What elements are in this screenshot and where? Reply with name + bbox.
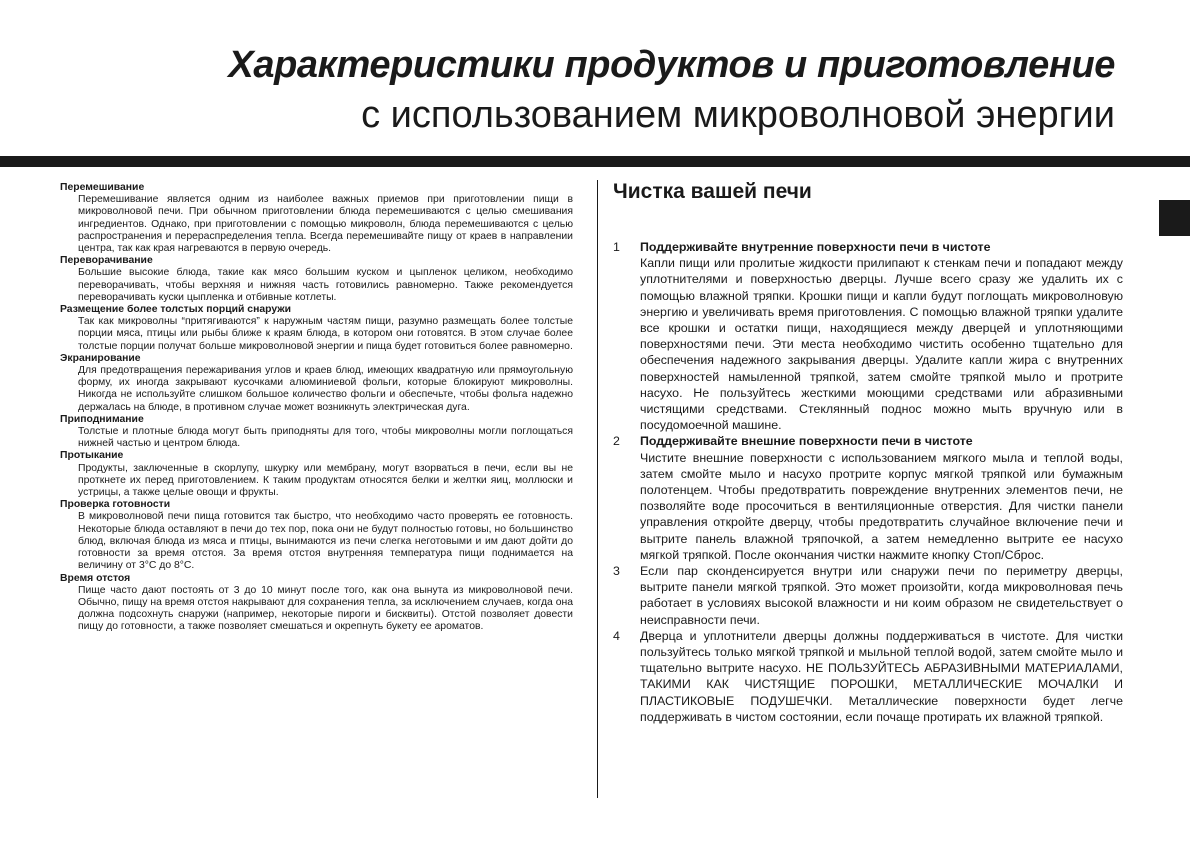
item-number: 4 bbox=[613, 628, 620, 643]
section-heading-piercing: Протыкание bbox=[60, 450, 124, 462]
section-heading-shielding: Экранирование bbox=[60, 352, 141, 364]
item-heading: Поддерживайте внутренние поверхности печи в чистоте bbox=[640, 240, 991, 254]
section-tab-marker bbox=[1159, 200, 1190, 236]
cleaning-item-3 bbox=[613, 563, 1123, 628]
header-rule bbox=[0, 156, 1190, 167]
section-heading-doneness: Проверка готовности bbox=[60, 499, 171, 511]
page-title-line2: с использованием микроволновой энергии bbox=[361, 94, 1115, 136]
column-divider bbox=[597, 180, 598, 798]
item-body: Чистите внешние поверхности с использованием мягкого мыла и теплой воды, затем смойте мыло и насухо протрите корпус мягкой тряпкой или бумажным полотенцем. Чтобы предотвратить повреждение внутренних элементов печи, не позволяйте воде просочиться в вентиляционные отверстия. Для чистки панели управления откройте дверцу, чтобы предотвратить случайное включение печи и вытрите панель влажной тряпочкой, а затем немедленно вытрите ее насухо мягкой тряпкой. После окончания чистки нажмите кнопку Стоп/Сброс. bbox=[640, 450, 1123, 562]
cleaning-item-2 bbox=[613, 433, 1123, 563]
item-heading: Поддерживайте внешние поверхности печи в чистоте bbox=[640, 434, 973, 449]
item-number: 1 bbox=[613, 240, 620, 254]
section-body-shielding: Для предотвращения пережаривания углов и краев блюд, имеющих квадратную или прямоугольную форму, их иногда закрывают кусочками алюминиевой фольги, которые блокируют микроволны. Никогда не используйте слишком большое количество фольги и обеспечьте, чтобы фольга надежно держалась на блюде, в противном случае может возникнуть электрическая дуга. bbox=[78, 365, 573, 413]
item-body: Если пар сконденсируется внутри или снаружи печи по периметру дверцы, вытрите панели мягкой тряпкой. Это может произойти, когда микроволновая печь работает в условиях высокой влажности и ни коим образом не свидетельствует о неисправности печи. bbox=[640, 564, 1123, 627]
section-body-piercing: Продукты, заключенные в скорлупу, шкурку или мембрану, могут взорваться в печи, если вы не проткнете их перед приготовлением. К таким продуктам относятся белки и желтки яиц, моллюски и устрицы, а также целые овощи и фрукты. bbox=[78, 462, 573, 499]
section-body-standing-time: Пище часто дают постоять от 3 до 10 минут после того, как она вынута из микроволновой печи. Обычно, пищу на время отстоя накрывают для сохранения тепла, за исключением случаев, когда она должна подсохнуть снаружи (например, некоторые пироги и бисквиты). Отстой позволяет довести пищу до готовности, а также позволяет смешаться и окрепнуть букету ее ароматов. bbox=[78, 584, 573, 633]
right-column bbox=[613, 239, 1123, 725]
item-body: Капли пищи или пролитые жидкости прилипают к стенкам печи и попадают между уплотнителями и поверхностью дверцы. Лучше всего сразу же удалить их с помощью влажной тряпки. Крошки пищи и капли будут поглощать микроволновую энергию и увеличивать время приготовления. С помощью влажной тряпки удалите все крошки и остатки пищи, находящиеся между дверцей и уплотняющими поверхностями печи. Эти места необходимо чистить особенно тщательно для обеспечения надежного закрывания дверцы. Удалите капли жира с внутренних поверхностей намыленной тряпкой, затем смойте тряпкой мыло и протрите насухо. Не пользуйтесь жесткими моющими средствами или абразивными чистящими средствами. Стеклянный поднос можно мыть вручную или в посудомоечной машине. bbox=[640, 256, 1123, 433]
section-body-stirring: Перемешивание является одним из наиболее важных приемов при приготовлении пищи в микроволновой печи. При обычном приготовлении блюда перемешиваются с целью смешивания ингредиентов. Однако, при приготовлении с помощью микроволн, блюда перемешиваются с целью распространения и перераспределения тепла. Всегда перемешивайте пищу от краев в направлении центра, так как края нагреваются в первую очередь. bbox=[78, 194, 573, 255]
section-heading-turning: Переворачивание bbox=[60, 255, 153, 267]
section-heading-stirring: Перемешивание bbox=[60, 182, 145, 193]
section-heading-thick-portions: Размещение более толстых порций снаружи bbox=[60, 304, 291, 316]
item-body: Дверца и уплотнители дверцы должны поддерживаться в чистоте. Для чистки пользуйтесь только мягкой тряпкой и мыльной теплой водой, затем смойте мыло и тщательно вытрите насухо. НЕ ПОЛЬЗУЙТЕСЬ АБРАЗИВНЫМИ МАТЕРИАЛАМИ, ТАКИМИ КАК ЧИСТЯЩИЕ ПОРОШКИ, МЕТАЛЛИЧЕСКИЕ МОЧАЛКИ И ПЛАСТИКОВЫЕ ПОДУШЕЧКИ. Металлические поверхности будет легче поддерживать в чистом состоянии, если почаще протирать их влажной тряпкой. bbox=[640, 628, 1123, 724]
section-body-elevating: Толстые и плотные блюда могут быть приподняты для того, чтобы микроволны могли поглощаться нижней частью и центром блюда. bbox=[78, 426, 573, 450]
section-heading-standing-time: Время отстоя bbox=[60, 572, 131, 584]
cleaning-title: Чистка вашей печи bbox=[613, 180, 812, 203]
cleaning-item-1 bbox=[613, 239, 1123, 433]
left-column bbox=[60, 182, 573, 634]
section-heading-elevating: Приподнимание bbox=[60, 413, 144, 425]
section-body-turning: Большие высокие блюда, такие как мясо большим куском и цыпленок целиком, необходимо переворачивать, чтобы верхняя и нижняя часть готовились равномерно. Также рекомендуется переворачивать куски цыпленка и отбивные котлеты. bbox=[78, 267, 573, 303]
item-number: 3 bbox=[613, 564, 620, 579]
page-title-line1: Характеристики продуктов и приготовление bbox=[228, 44, 1115, 86]
item-number: 2 bbox=[613, 434, 620, 449]
section-body-thick-portions: Так как микроволны “притягиваются” к наружным частям пищи, разумно размещать более толстые порции мяса, птицы или рыбы ближе к краям блюда, в котором они готовятся. В этом случае более толстые порции получат больше микроволновой энергии и пища будет готовиться более равномерно. bbox=[78, 316, 573, 352]
section-body-doneness: В микроволновой печи пища готовится так быстро, что необходимо часто проверять ее готовность. Некоторые блюда оставляют в печи до тех пор, пока они не будут полностью готовы, но большинство блюд, включая блюда из мяса и птицы, вынимаются из печи слегка неготовыми и им дают дойти до готовности за время отстоя. За время отстоя внутренняя температура пищи поднимается на величину от 3°C до 8°C. bbox=[78, 511, 573, 572]
cleaning-item-4 bbox=[613, 628, 1123, 725]
